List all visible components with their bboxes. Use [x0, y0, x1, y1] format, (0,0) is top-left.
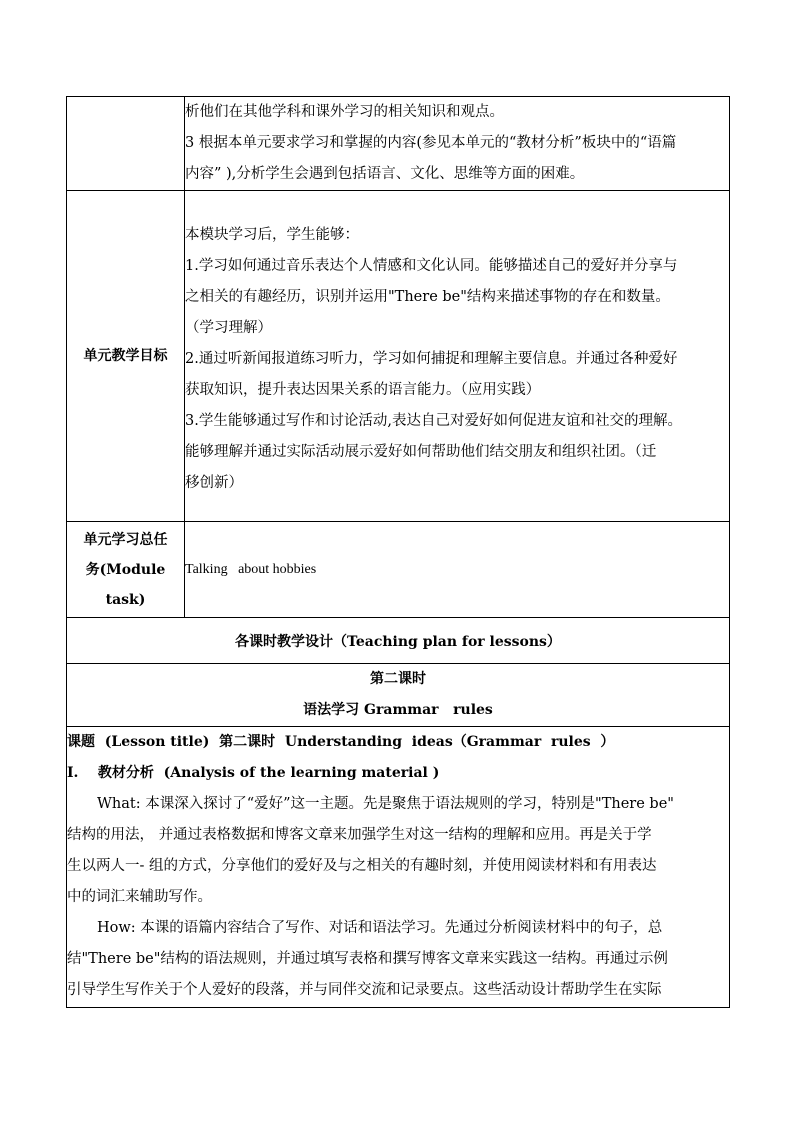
- objective-line: 移创新）: [185, 474, 243, 491]
- objective-line: 1.学习如何通过音乐表达个人情感和文化认同。能够描述自己的爱好并分享与: [185, 257, 678, 274]
- lesson-title-cell: [67, 664, 730, 727]
- lesson-number: 第二课时: [370, 671, 426, 687]
- row-lesson-title: [67, 664, 730, 727]
- how-line: How: 本课的语篇内容结合了写作、对话和语法学习。先通过分析阅读材料中的句子，总: [97, 920, 663, 936]
- objective-line: 能够理解并通过实际活动展示爱好如何帮助他们结交朋友和组织社团。（迁: [185, 443, 657, 460]
- lesson-plan-table: [66, 96, 730, 1008]
- unit-objectives-cell: [185, 191, 730, 522]
- module-task-label-line: 务(Module: [85, 561, 166, 578]
- row-teaching-plan-header: [67, 618, 730, 664]
- row-learner-analysis: [67, 97, 730, 191]
- what-line: 生以两人一- 组的方式，分享他们的爱好及与之相关的有趣时刻，并使用阅读材料和有用表达: [67, 858, 657, 874]
- unit-objectives-label: 单元教学目标: [67, 191, 185, 522]
- what-line: What: 本课深入探讨了“爱好”这一主题。先是聚焦于语法规则的学习，特别是"There be": [97, 796, 674, 812]
- label-cell-empty: [67, 97, 185, 191]
- objective-line: 2.通过听新闻报道练习听力，学习如何捕捉和理解主要信息。并通过各种爱好: [185, 350, 678, 367]
- learner-analysis-cell: [185, 97, 730, 191]
- module-task-content: Talking about hobbies: [185, 522, 730, 618]
- analysis-line: 内容” ),分析学生会遇到包括语言、文化、思维等方面的困难。: [185, 166, 585, 182]
- objective-line: 之相关的有趣经历，识别并运用"There be"结构来描述事物的存在和数量。: [185, 288, 670, 305]
- objective-line: 3.学生能够通过写作和讨论活动,表达自己对爱好如何促进友谊和社交的理解。: [185, 412, 682, 429]
- what-line: 中的词汇来辅助写作。: [67, 889, 212, 905]
- objective-line: 本模块学习后，学生能够：: [185, 226, 359, 243]
- analysis-line: 析他们在其他学科和课外学习的相关知识和观点。: [185, 104, 504, 120]
- row-unit-objectives: [67, 191, 730, 522]
- teaching-plan-heading: 各课时教学设计（Teaching plan for lessons）: [67, 618, 730, 664]
- module-task-label-line: task): [105, 591, 146, 608]
- lesson-body-cell: [67, 727, 730, 1008]
- objective-line: （学习理解）: [185, 319, 272, 336]
- row-module-task: [67, 522, 730, 618]
- lesson-subtitle: 语法学习 Grammar rules: [303, 702, 493, 718]
- section-heading: I. 教材分析 (Analysis of the learning material ): [67, 765, 440, 781]
- what-line: 结构的用法， 并通过表格数据和博客文章来加强学生对这一结构的理解和应用。再是关于学: [67, 827, 652, 843]
- row-lesson-body: [67, 727, 730, 1008]
- objective-line: 获取知识，提升表达因果关系的语言能力。（应用实践）: [185, 381, 541, 398]
- how-line: 引导学生写作关于个人爱好的段落，并与同伴交流和记录要点。这些活动设计帮助学生在实际: [67, 982, 662, 998]
- lesson-title-line: 课题 (Lesson title) 第二课时 Understanding ideas（Grammar rules ）: [67, 734, 615, 750]
- module-task-label: [67, 522, 185, 618]
- how-line: 结"There be"结构的语法规则，并通过填写表格和撰写博客文章来实践这一结构。再通过示例: [67, 951, 668, 967]
- analysis-line: 3 根据本单元要求学习和掌握的内容(参见本单元的“教材分析”板块中的“语篇: [185, 135, 677, 151]
- module-task-label-line: 单元学习总任: [83, 531, 168, 548]
